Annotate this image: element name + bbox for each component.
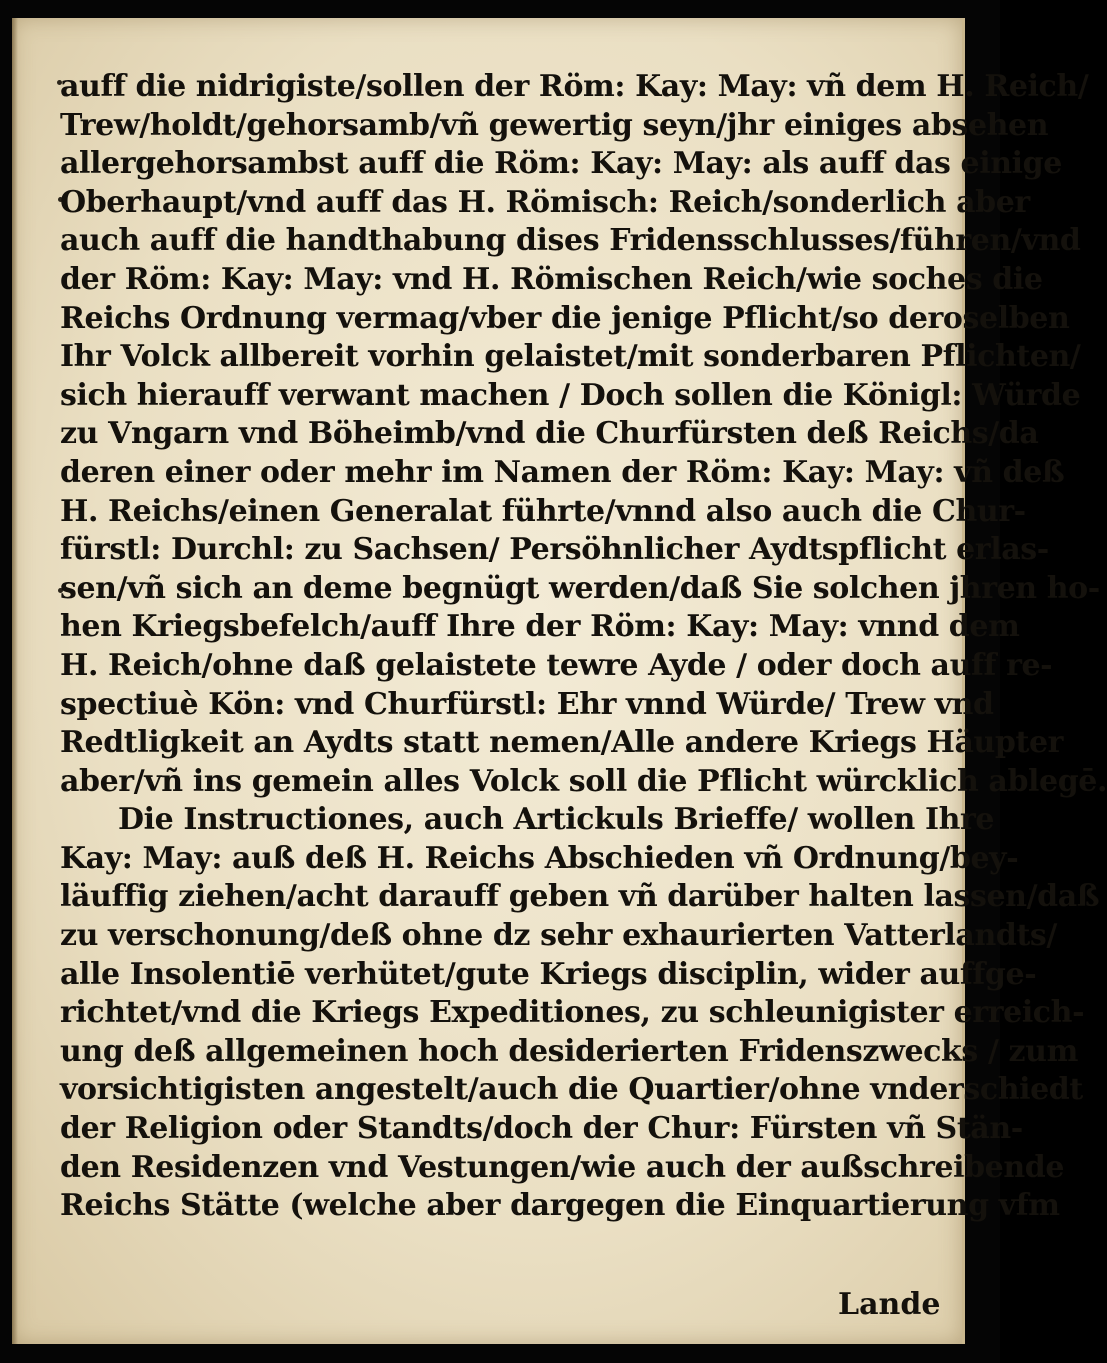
text-line: zu verschonung/deß ohne dz sehr exhaurierten Vatterlandts/ <box>60 918 1057 954</box>
text-line: zu Vngarn vnd Böheimb/vnd die Churfürsten deß Reichs/da <box>60 416 1039 452</box>
text-line: Kay: May: auß deß H. Reichs Abschieden vñ Ordnung/bey- <box>60 840 1019 876</box>
text-line: sich hierauff verwant machen / Doch sollen die Königl: Würde <box>60 377 1081 413</box>
text-line: spectiuè Kön: vnd Churfürstl: Ehr vnnd Würde/ Trew vnd <box>60 686 994 722</box>
text-line: Ihr Volck allbereit vorhin gelaistet/mit sonderbaren Pflichten/ <box>60 339 1081 375</box>
text-line: Reichs Ordnung vermag/vber die jenige Pflicht/so deroselben <box>60 300 1070 336</box>
text-line: Trew/holdt/gehorsamb/vñ gewertig seyn/jhr einiges absehen <box>60 107 1049 143</box>
text-line: der Religion oder Standts/doch der Chur: Fürsten vñ Stän- <box>60 1111 1023 1147</box>
body-text <box>60 68 1107 1226</box>
text-line: H. Reich/ohne daß gelaistete tewre Ayde / oder doch auff re- <box>60 647 1053 683</box>
paragraph-first-line: Die Instructiones, auch Artickuls Brieffe/ wollen Ihre <box>118 802 995 838</box>
text-line: den Residenzen vnd Vestungen/wie auch der außschreibende <box>60 1149 1065 1185</box>
page-gutter-shadow <box>12 18 18 1344</box>
text-line: Redtligkeit an Aydts statt nemen/Alle andere Kriegs Häupter <box>60 725 1064 761</box>
text-line: alle Insolentiē verhütet/gute Kriegs disciplin, wider auffge- <box>60 956 1037 992</box>
text-line: ung deß allgemeinen hoch desiderierten Fridenszwecks / zum <box>60 1033 1078 1069</box>
text-line: aber/vñ ins gemein alles Volck soll die Pflicht würcklich ablegē. <box>60 763 1107 799</box>
text-line: Reichs Stätte (welche aber dargegen die Einquartierung vfm <box>60 1188 1060 1224</box>
text-line: H. Reichs/einen Generalat führte/vnnd also auch die Chur- <box>60 493 1026 529</box>
text-line: läuffig ziehen/acht darauff geben vñ darüber halten lassen/daß <box>60 879 1100 915</box>
text-line: sen/vñ sich an deme begnügt werden/daß Sie solchen jhren ho- <box>60 570 1100 606</box>
text-line: fürstl: Durchl: zu Sachsen/ Persöhnlicher Aydtspflicht erlas- <box>60 532 1049 568</box>
text-line: richtet/vnd die Kriegs Expeditiones, zu schleunigister erreich- <box>60 995 1085 1031</box>
text-line: allergehorsambst auff die Röm: Kay: May: als auff das einige <box>60 146 1062 182</box>
text-line: vorsichtigisten angestelt/auch die Quartier/ohne vnderschiedt <box>60 1072 1083 1108</box>
text-line: deren einer oder mehr im Namen der Röm: Kay: May: vñ deß <box>60 454 1065 490</box>
text-line: der Röm: Kay: May: vnd H. Römischen Reich/wie soches die <box>60 261 1043 297</box>
catchword: Lande <box>838 1287 941 1322</box>
text-line: auff die nidrigiste/sollen der Röm: Kay: May: vñ dem H. Reich/ <box>60 69 1089 104</box>
text-line: Oberhaupt/vnd auff das H. Römisch: Reich/sonderlich aber <box>60 184 1030 220</box>
text-line: hen Kriegsbefelch/auff Ihre der Röm: Kay: May: vnnd dem <box>60 609 1020 645</box>
text-line: auch auff die handthabung dises Fridensschlusses/führen/vnd <box>60 223 1081 259</box>
